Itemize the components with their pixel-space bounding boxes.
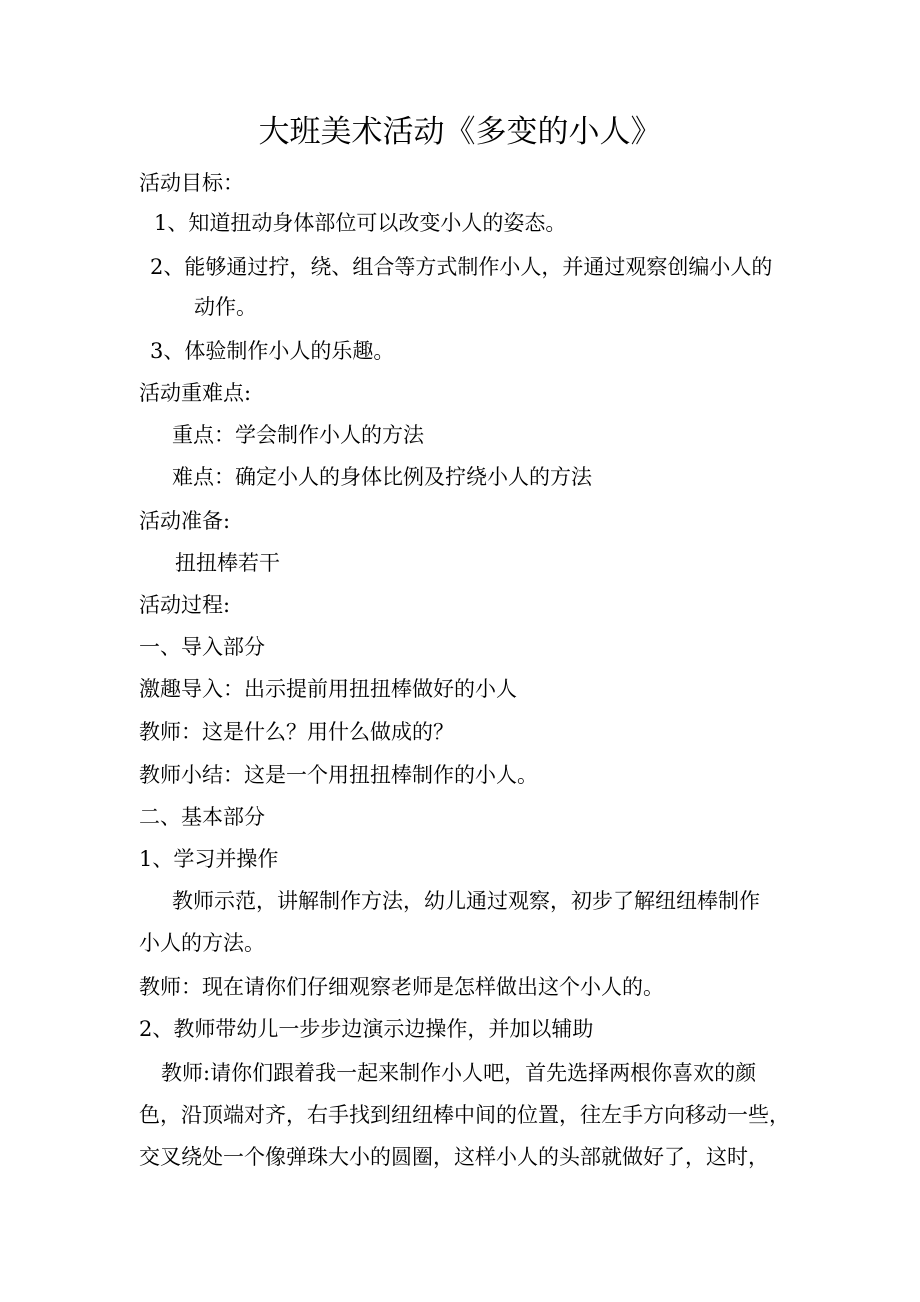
part1-teacher-summary: 教师小结：这是一个用扭扭棒制作的小人。 — [139, 763, 538, 787]
step1-paragraph-line-2: 小人的方法。 — [139, 931, 265, 955]
step1-paragraph-line-1: 教师示范，讲解制作方法，幼儿通过观察，初步了解纽纽棒制作 — [172, 889, 760, 913]
preparation-item: 扭扭棒若干 — [175, 551, 280, 575]
part2-heading: 二、基本部分 — [139, 805, 265, 829]
goal-item-2-line-1: 2、能够通过拧，绕、组合等方式制作小人，并通过观察创编小人的 — [150, 255, 773, 279]
goal-item-3: 3、体验制作小人的乐趣。 — [150, 339, 395, 363]
step1-teacher: 教师：现在请你们仔细观察老师是怎样做出这个小人的。 — [139, 975, 664, 999]
part1-teacher-question: 教师：这是什么？用什么做成的？ — [139, 720, 454, 744]
part1-heading: 一、导入部分 — [139, 635, 265, 659]
key-points-heading: 活动重难点: — [139, 381, 252, 405]
step2-heading: 2、教师带幼儿一步步边演示边操作，并加以辅助 — [139, 1017, 594, 1041]
part1-intro: 激趣导入：出示提前用扭扭棒做好的小人 — [139, 677, 517, 701]
process-heading: 活动过程: — [139, 593, 231, 617]
goals-heading: 活动目标： — [139, 171, 244, 195]
step2-paragraph-line-3: 交叉绕处一个像弹珠大小的圆圈，这样小人的头部就做好了，这时， — [139, 1145, 769, 1169]
difficult-point: 难点：确定小人的身体比例及拧绕小人的方法 — [172, 465, 592, 489]
key-point: 重点：学会制作小人的方法 — [172, 423, 424, 447]
document-title: 大班美术活动《多变的小人》 — [258, 114, 662, 150]
step2-paragraph-line-2: 色，沿顶端对齐，右手找到纽纽棒中间的位置，往左手方向移动一些， — [139, 1103, 790, 1127]
goal-item-2-line-2: 动作。 — [194, 295, 257, 319]
preparation-heading: 活动准备: — [139, 509, 231, 533]
step2-paragraph-line-1: 教师:请你们跟着我一起来制作小人吧，首先选择两根你喜欢的颜 — [161, 1061, 757, 1085]
step1-heading: 1、学习并操作 — [139, 847, 279, 871]
goal-item-1: 1、知道扭动身体部位可以改变小人的姿态。 — [154, 211, 567, 235]
